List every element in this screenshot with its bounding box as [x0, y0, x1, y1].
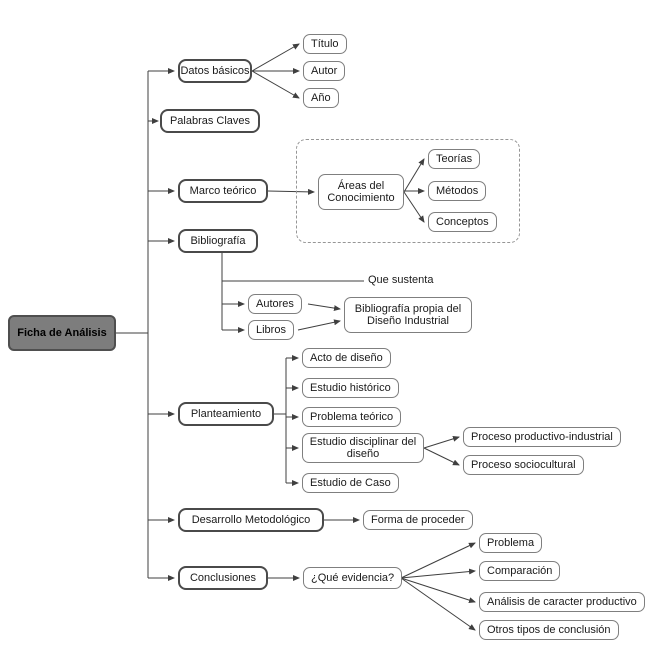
node-bibliografia: Bibliografía	[178, 229, 258, 253]
node-desarrollo-metodologico: Desarrollo Metodológico	[178, 508, 324, 532]
node-estudio-de-caso: Estudio de Caso	[302, 473, 399, 493]
node-marco-teorico: Marco teórico	[178, 179, 268, 203]
node-conceptos: Conceptos	[428, 212, 497, 232]
node-comparacion: Comparación	[479, 561, 560, 581]
node-acto-de-diseno: Acto de diseño	[302, 348, 391, 368]
node-titulo: Título	[303, 34, 347, 54]
node-metodos: Métodos	[428, 181, 486, 201]
node-bibliografia-propia: Bibliografía propia del Diseño Industrial	[344, 297, 472, 333]
node-forma-de-proceder: Forma de proceder	[363, 510, 473, 530]
node-proceso-productivo-industrial: Proceso productivo-industrial	[463, 427, 621, 447]
node-estudio-historico: Estudio histórico	[302, 378, 399, 398]
node-conclusiones: Conclusiones	[178, 566, 268, 590]
node-problema-teorico: Problema teórico	[302, 407, 401, 427]
node-ficha-de-analisis: Ficha de Análisis	[8, 315, 116, 351]
node-problema: Problema	[479, 533, 542, 553]
node-estudio-disciplinar: Estudio disciplinar del diseño	[302, 433, 424, 463]
node-palabras-claves: Palabras Claves	[160, 109, 260, 133]
node-que-evidencia: ¿Qué evidencia?	[303, 567, 402, 589]
node-planteamiento: Planteamiento	[178, 402, 274, 426]
node-datos-basicos: Datos básicos	[178, 59, 252, 83]
node-analisis-caracter-productivo: Análisis de caracter productivo	[479, 592, 645, 612]
node-proceso-sociocultural: Proceso sociocultural	[463, 455, 584, 475]
node-teorias: Teorías	[428, 149, 480, 169]
node-autores: Autores	[248, 294, 302, 314]
node-otros-tipos-conclusion: Otros tipos de conclusión	[479, 620, 619, 640]
node-areas-del-conocimiento: Áreas del Conocimiento	[318, 174, 404, 210]
node-ano: Año	[303, 88, 339, 108]
node-libros: Libros	[248, 320, 294, 340]
label-que-sustenta: Que sustenta	[368, 274, 434, 286]
node-autor: Autor	[303, 61, 345, 81]
